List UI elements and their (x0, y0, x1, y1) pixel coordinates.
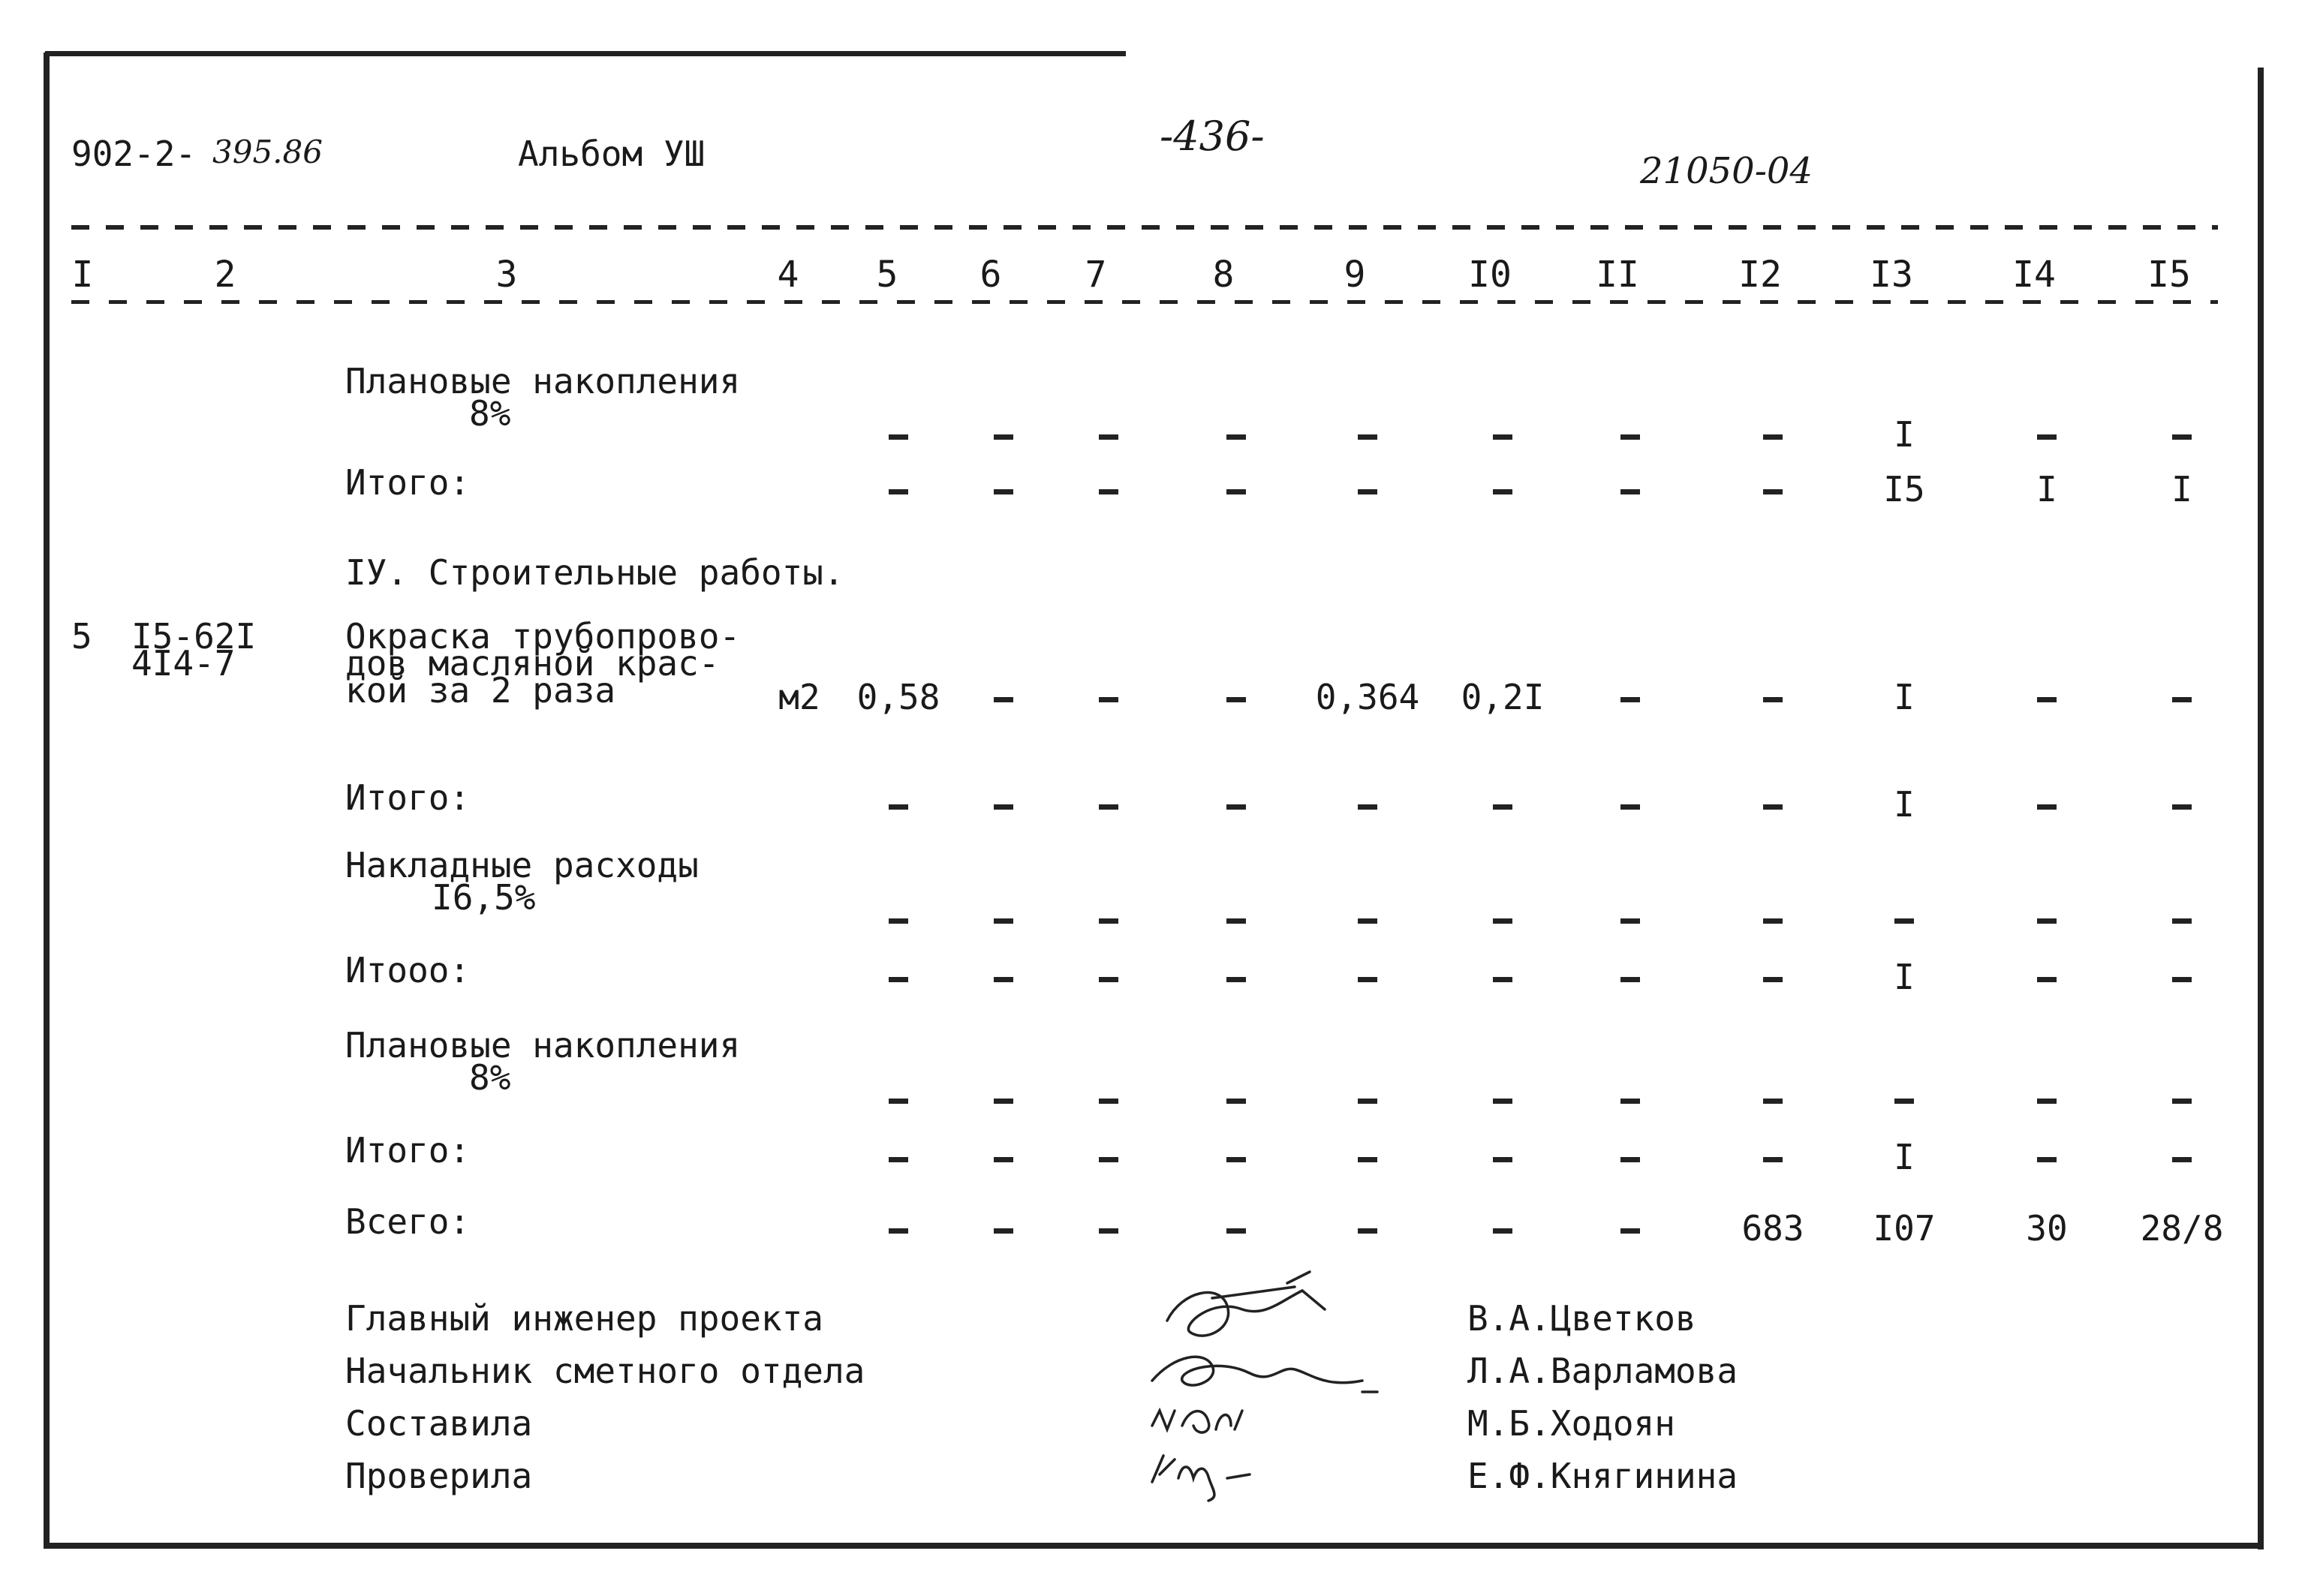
empty-cell-dash (1991, 1137, 2103, 1177)
empty-cell-dash (1180, 784, 1292, 825)
empty-cell-dash (1180, 898, 1292, 939)
empty-cell-dash (1717, 414, 1829, 455)
empty-cell-dash (1717, 784, 1829, 825)
dash-mark (1226, 489, 1246, 494)
empty-cell-dash (947, 898, 1060, 939)
empty-cell-dash (2126, 1078, 2238, 1119)
column-header-underline (71, 300, 2218, 304)
row-label: Итого: (345, 1130, 471, 1171)
empty-cell-dash (1848, 1078, 1960, 1119)
frame-bottom-border (44, 1543, 2264, 1549)
empty-cell-dash (947, 1078, 1060, 1119)
dash-mark (994, 977, 1013, 982)
dash-mark (1763, 804, 1783, 810)
empty-cell-dash (1311, 1208, 1424, 1249)
dash-mark (1226, 918, 1246, 924)
frame-right-border (2258, 68, 2264, 1549)
empty-cell-dash (842, 469, 955, 509)
table-cell: I (2171, 469, 2192, 509)
dash-mark (1620, 977, 1640, 982)
empty-cell-dash (1311, 1078, 1424, 1119)
empty-cell-dash (1574, 677, 1687, 717)
frame-top-border (45, 51, 1126, 56)
empty-cell-dash (842, 1208, 955, 1249)
signature-name: М.Б.Ходоян (1467, 1403, 1675, 1444)
dash-mark (1226, 1157, 1246, 1162)
dash-mark (1099, 1157, 1118, 1162)
empty-cell-dash (1991, 414, 2103, 455)
empty-cell-dash (1311, 469, 1424, 509)
rate-code: I5-62I 4I4-7 (131, 616, 257, 684)
empty-cell-dash (1446, 469, 1559, 509)
empty-cell-dash (1446, 784, 1559, 825)
table-cell: 0,58 (856, 677, 940, 717)
dash-mark (1099, 434, 1118, 440)
dash-mark (2172, 918, 2192, 924)
dash-mark (1493, 918, 1512, 924)
dash-mark (889, 489, 908, 494)
empty-cell-dash (2126, 677, 2238, 717)
column-number: II (1596, 254, 1639, 296)
empty-cell-dash (1311, 414, 1424, 455)
empty-cell-dash (842, 898, 955, 939)
dash-mark (889, 1099, 908, 1104)
dash-mark (994, 804, 1013, 810)
dash-mark (2172, 1099, 2192, 1104)
dash-mark (2037, 697, 2057, 702)
table-cell: I (1894, 414, 1915, 455)
table-cell: I (1894, 677, 1915, 717)
empty-cell-dash (947, 957, 1060, 997)
header-dashed-rule (71, 225, 2218, 230)
dash-mark (1620, 918, 1640, 924)
empty-cell-dash (1180, 1208, 1292, 1249)
dash-mark (889, 434, 908, 440)
dash-mark (1099, 1228, 1118, 1234)
dash-mark (1358, 434, 1377, 440)
signature-title: Проверила (345, 1456, 533, 1496)
dash-mark (1620, 1228, 1640, 1234)
dash-mark (889, 918, 908, 924)
table-cell: 28/8 (2140, 1208, 2224, 1249)
dash-mark (994, 918, 1013, 924)
signature-name: В.А.Цветков (1467, 1298, 1696, 1339)
table-cell: 683 (1741, 1208, 1804, 1249)
dash-mark (1493, 434, 1512, 440)
empty-cell-dash (1574, 1137, 1687, 1177)
empty-cell-dash (947, 1137, 1060, 1177)
empty-cell-dash (1574, 957, 1687, 997)
dash-mark (1099, 977, 1118, 982)
dash-mark (1358, 977, 1377, 982)
column-number: I5 (2147, 254, 2191, 296)
dash-mark (1763, 434, 1783, 440)
column-number: I3 (1870, 254, 1913, 296)
dash-mark (2037, 1099, 2057, 1104)
dash-mark (2037, 804, 2057, 810)
row-label: Итого: (345, 777, 471, 818)
dash-mark (1099, 1099, 1118, 1104)
empty-cell-dash (1991, 677, 2103, 717)
empty-cell-dash (1311, 784, 1424, 825)
dash-mark (1099, 697, 1118, 702)
column-number: I (71, 254, 94, 296)
signature-title: Составила (345, 1403, 533, 1444)
dash-mark (994, 697, 1013, 702)
dash-mark (1358, 804, 1377, 810)
empty-cell-dash (1052, 784, 1165, 825)
empty-cell-dash (1180, 414, 1292, 455)
dash-mark (2172, 977, 2192, 982)
row-label: IУ. Строительные работы. (345, 552, 844, 593)
column-number: 9 (1344, 254, 1366, 296)
empty-cell-dash (947, 784, 1060, 825)
empty-cell-dash (1991, 898, 2103, 939)
empty-cell-dash (1052, 677, 1165, 717)
table-cell: 0,364 (1315, 677, 1420, 717)
dash-mark (1894, 918, 1914, 924)
empty-cell-dash (1991, 784, 2103, 825)
empty-cell-dash (1991, 957, 2103, 997)
document-code-handwritten: 395.86 (212, 134, 323, 170)
row-label: Окраска трубопрово- дов масляной крас- кой за 2 раза (345, 616, 741, 711)
empty-cell-dash (2126, 1137, 2238, 1177)
empty-cell-dash (842, 784, 955, 825)
unit-of-measure: м2 (778, 677, 820, 717)
dash-mark (1226, 1228, 1246, 1234)
dash-mark (1358, 918, 1377, 924)
empty-cell-dash (1446, 1208, 1559, 1249)
dash-mark (1226, 1099, 1246, 1104)
empty-cell-dash (1446, 1078, 1559, 1119)
empty-cell-dash (947, 677, 1060, 717)
empty-cell-dash (1446, 414, 1559, 455)
dash-mark (2037, 918, 2057, 924)
dash-mark (1620, 1099, 1640, 1104)
empty-cell-dash (1574, 784, 1687, 825)
dash-mark (1493, 1228, 1512, 1234)
dash-mark (1620, 1157, 1640, 1162)
empty-cell-dash (1311, 957, 1424, 997)
signature-title: Главный инженер проекта (345, 1298, 823, 1339)
empty-cell-dash (947, 414, 1060, 455)
dash-mark (994, 1157, 1013, 1162)
empty-cell-dash (1052, 1137, 1165, 1177)
empty-cell-dash (1052, 957, 1165, 997)
empty-cell-dash (1991, 1078, 2103, 1119)
table-cell: I (1894, 957, 1915, 997)
table-cell: 30 (2026, 1208, 2068, 1249)
empty-cell-dash (1848, 898, 1960, 939)
table-cell: I5 (1883, 469, 1925, 509)
dash-mark (889, 1157, 908, 1162)
dash-mark (1099, 918, 1118, 924)
dash-mark (1620, 489, 1640, 494)
dash-mark (994, 434, 1013, 440)
empty-cell-dash (842, 1137, 955, 1177)
row-percentage: 8% (469, 393, 511, 434)
dash-mark (2172, 697, 2192, 702)
signature-title: Начальник сметного отдела (345, 1351, 865, 1391)
dash-mark (1493, 1099, 1512, 1104)
empty-cell-dash (1717, 898, 1829, 939)
dash-mark (2172, 804, 2192, 810)
column-number: 5 (876, 254, 898, 296)
empty-cell-dash (1574, 414, 1687, 455)
empty-cell-dash (1311, 898, 1424, 939)
table-cell: 0,2I (1461, 677, 1545, 717)
empty-cell-dash (1717, 1137, 1829, 1177)
dash-mark (1763, 1157, 1783, 1162)
empty-cell-dash (947, 1208, 1060, 1249)
empty-cell-dash (1574, 1208, 1687, 1249)
dash-mark (1099, 804, 1118, 810)
row-label: Итоoo: (345, 950, 471, 990)
dash-mark (1358, 1157, 1377, 1162)
empty-cell-dash (1717, 469, 1829, 509)
row-percentage: I6,5% (432, 877, 536, 918)
row-percentage: 8% (469, 1057, 511, 1098)
page-number: -436- (1160, 113, 1265, 160)
dash-mark (1894, 1099, 1914, 1104)
dash-mark (1226, 977, 1246, 982)
table-cell: I (2036, 469, 2057, 509)
empty-cell-dash (1446, 1137, 1559, 1177)
column-number: 6 (979, 254, 1002, 296)
table-cell: I (1894, 1137, 1915, 1177)
empty-cell-dash (842, 957, 955, 997)
empty-cell-dash (842, 1078, 955, 1119)
dash-mark (889, 1228, 908, 1234)
column-number: 2 (214, 254, 236, 296)
empty-cell-dash (842, 414, 955, 455)
column-number: 7 (1085, 254, 1107, 296)
dash-mark (1226, 434, 1246, 440)
column-number: 4 (777, 254, 799, 296)
dash-mark (1763, 977, 1783, 982)
dash-mark (1358, 1099, 1377, 1104)
empty-cell-dash (1574, 1078, 1687, 1119)
dash-mark (994, 489, 1013, 494)
empty-cell-dash (1180, 677, 1292, 717)
empty-cell-dash (1717, 957, 1829, 997)
dash-mark (1226, 804, 1246, 810)
empty-cell-dash (1180, 469, 1292, 509)
empty-cell-dash (2126, 957, 2238, 997)
row-label: Итого: (345, 462, 471, 503)
dash-mark (1226, 697, 1246, 702)
empty-cell-dash (2126, 414, 2238, 455)
empty-cell-dash (2126, 898, 2238, 939)
empty-cell-dash (1446, 898, 1559, 939)
empty-cell-dash (1180, 1137, 1292, 1177)
empty-cell-dash (1052, 469, 1165, 509)
row-label: Всего: (345, 1201, 471, 1242)
dash-mark (2037, 434, 2057, 440)
signature-name: Е.Ф.Княгинина (1467, 1456, 1738, 1496)
empty-cell-dash (1180, 957, 1292, 997)
dash-mark (1099, 489, 1118, 494)
dash-mark (1620, 804, 1640, 810)
empty-cell-dash (1717, 1078, 1829, 1119)
dash-mark (2037, 1157, 2057, 1162)
dash-mark (1493, 977, 1512, 982)
dash-mark (1763, 489, 1783, 494)
row-label: Плановые накопления (345, 361, 741, 401)
dash-mark (1620, 434, 1640, 440)
signature-name: Л.А.Варламова (1467, 1351, 1738, 1391)
dash-mark (2172, 434, 2192, 440)
dash-mark (889, 804, 908, 810)
table-cell: I07 (1873, 1208, 1936, 1249)
column-number: 3 (495, 254, 518, 296)
dash-mark (1358, 489, 1377, 494)
dash-mark (889, 977, 908, 982)
row-label: Плановые накопления (345, 1025, 741, 1066)
empty-cell-dash (1052, 414, 1165, 455)
empty-cell-dash (1311, 1137, 1424, 1177)
empty-cell-dash (1446, 957, 1559, 997)
dash-mark (2037, 977, 2057, 982)
empty-cell-dash (947, 469, 1060, 509)
empty-cell-dash (1717, 677, 1829, 717)
empty-cell-dash (1574, 469, 1687, 509)
empty-cell-dash (1180, 1078, 1292, 1119)
empty-cell-dash (1052, 1078, 1165, 1119)
dash-mark (994, 1099, 1013, 1104)
column-number: I2 (1738, 254, 1782, 296)
table-cell: I (1894, 784, 1915, 825)
empty-cell-dash (2126, 784, 2238, 825)
dash-mark (1763, 1099, 1783, 1104)
item-position-number: 5 (71, 616, 92, 657)
dash-mark (994, 1228, 1013, 1234)
dash-mark (1620, 697, 1640, 702)
dash-mark (1763, 918, 1783, 924)
dash-mark (1358, 1228, 1377, 1234)
empty-cell-dash (1574, 898, 1687, 939)
document-code: 902-2- (71, 134, 197, 174)
dash-mark (1763, 697, 1783, 702)
column-number: I4 (2012, 254, 2056, 296)
dash-mark (1493, 1157, 1512, 1162)
column-number: 8 (1212, 254, 1235, 296)
album-label: Альбом УШ (518, 134, 706, 174)
handwritten-signatures (1137, 1268, 1407, 1508)
dash-mark (2172, 1157, 2192, 1162)
dash-mark (1493, 804, 1512, 810)
empty-cell-dash (1052, 1208, 1165, 1249)
empty-cell-dash (1052, 898, 1165, 939)
dash-mark (1493, 489, 1512, 494)
column-number: I0 (1468, 254, 1512, 296)
row-label: Накладные расходы (345, 845, 699, 885)
sheet-code: 21050-04 (1640, 150, 1813, 192)
